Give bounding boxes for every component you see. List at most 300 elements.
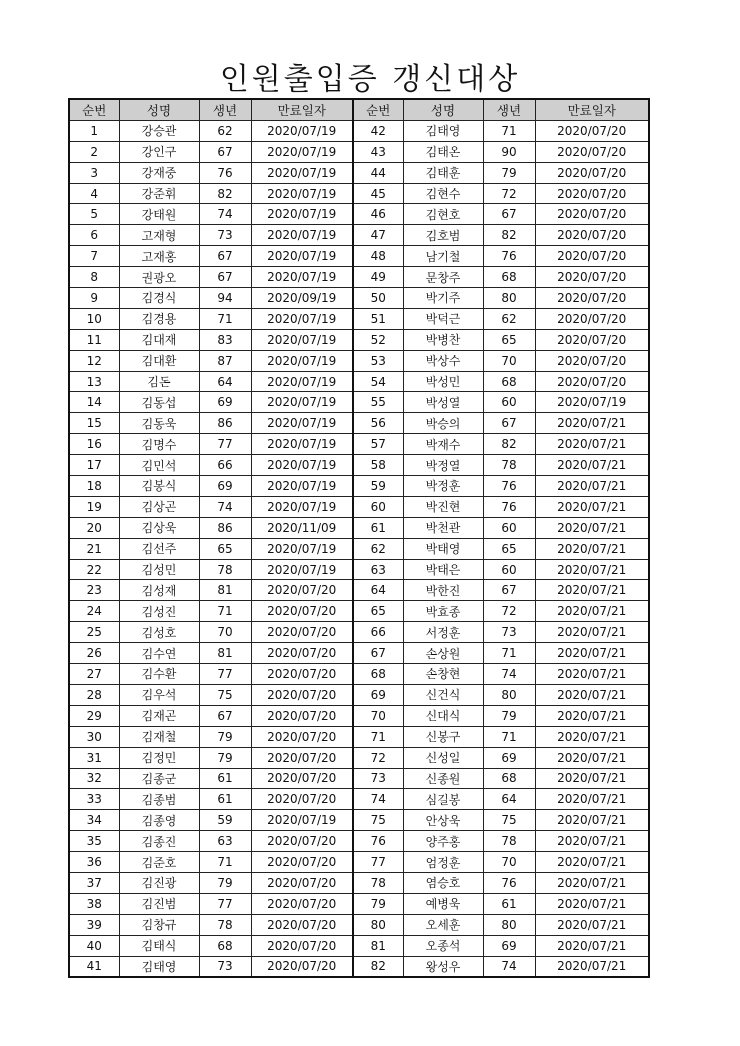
table-row [69,162,649,183]
table-row [69,747,649,768]
expiry-date-cell: 2020/07/19 [251,204,353,225]
expiry-date-cell: 2020/07/19 [251,496,353,517]
expiry-date-cell: 2020/07/21 [535,413,649,434]
table-row [69,914,649,935]
name-cell: 심길봉 [403,789,483,810]
expiry-date-cell: 2020/07/20 [251,789,353,810]
birth-year-cell: 62 [199,120,251,141]
seq-cell: 13 [69,371,119,392]
expiry-date-cell: 2020/07/21 [535,789,649,810]
header-name: 성명 [119,99,199,120]
table-row [69,580,649,601]
table-row [69,246,649,267]
name-cell: 박한진 [403,580,483,601]
name-cell: 오세훈 [403,914,483,935]
expiry-date-cell: 2020/07/20 [251,643,353,664]
seq-cell: 46 [353,204,403,225]
expiry-date-cell: 2020/07/19 [251,559,353,580]
name-cell: 김종범 [119,789,199,810]
table-row [69,371,649,392]
expiry-date-cell: 2020/07/20 [535,225,649,246]
name-cell: 박태영 [403,538,483,559]
seq-cell: 73 [353,768,403,789]
name-cell: 강준휘 [119,183,199,204]
birth-year-cell: 71 [199,601,251,622]
expiry-date-cell: 2020/07/19 [251,455,353,476]
expiry-date-cell: 2020/07/21 [535,956,649,977]
birth-year-cell: 66 [199,455,251,476]
birth-year-cell: 77 [199,664,251,685]
name-cell: 김경용 [119,308,199,329]
expiry-date-cell: 2020/07/21 [535,726,649,747]
table-row [69,684,649,705]
birth-year-cell: 86 [199,413,251,434]
seq-cell: 80 [353,914,403,935]
expiry-date-cell: 2020/07/20 [251,705,353,726]
expiry-date-cell: 2020/07/20 [251,622,353,643]
birth-year-cell: 82 [483,225,535,246]
table-row [69,434,649,455]
birth-year-cell: 71 [483,120,535,141]
expiry-date-cell: 2020/07/20 [251,893,353,914]
expiry-date-cell: 2020/07/20 [535,267,649,288]
birth-year-cell: 73 [483,622,535,643]
header-name: 성명 [403,99,483,120]
name-cell: 고재형 [119,225,199,246]
seq-cell: 38 [69,893,119,914]
table-row [69,559,649,580]
birth-year-cell: 68 [483,768,535,789]
seq-cell: 43 [353,141,403,162]
name-cell: 박승의 [403,413,483,434]
expiry-date-cell: 2020/07/20 [251,747,353,768]
seq-cell: 32 [69,768,119,789]
birth-year-cell: 67 [483,580,535,601]
seq-cell: 72 [353,747,403,768]
name-cell: 김선주 [119,538,199,559]
seq-cell: 70 [353,705,403,726]
expiry-date-cell: 2020/07/21 [535,893,649,914]
expiry-date-cell: 2020/07/21 [535,768,649,789]
birth-year-cell: 79 [483,705,535,726]
name-cell: 김호범 [403,225,483,246]
birth-year-cell: 74 [199,496,251,517]
seq-cell: 53 [353,350,403,371]
table-row [69,831,649,852]
name-cell: 고재홍 [119,246,199,267]
table-row [69,225,649,246]
expiry-date-cell: 2020/07/19 [251,392,353,413]
seq-cell: 7 [69,246,119,267]
renewal-table [68,98,650,978]
birth-year-cell: 76 [483,872,535,893]
seq-cell: 59 [353,476,403,497]
name-cell: 김태식 [119,935,199,956]
birth-year-cell: 69 [199,392,251,413]
seq-cell: 58 [353,455,403,476]
expiry-date-cell: 2020/07/19 [251,371,353,392]
seq-cell: 35 [69,831,119,852]
expiry-date-cell: 2020/11/09 [251,517,353,538]
name-cell: 김대재 [119,329,199,350]
expiry-date-cell: 2020/07/20 [535,120,649,141]
birth-year-cell: 77 [199,893,251,914]
seq-cell: 71 [353,726,403,747]
table-row [69,601,649,622]
name-cell: 김재철 [119,726,199,747]
birth-year-cell: 94 [199,288,251,309]
name-cell: 남기철 [403,246,483,267]
birth-year-cell: 73 [199,225,251,246]
expiry-date-cell: 2020/07/19 [251,225,353,246]
name-cell: 문창주 [403,267,483,288]
page-title: 인원출입증 갱신대상 [219,62,521,97]
name-cell: 김상곤 [119,496,199,517]
seq-cell: 49 [353,267,403,288]
seq-cell: 68 [353,664,403,685]
name-cell: 김정민 [119,747,199,768]
name-cell: 안상욱 [403,810,483,831]
name-cell: 박병찬 [403,329,483,350]
expiry-date-cell: 2020/07/21 [535,747,649,768]
birth-year-cell: 60 [483,517,535,538]
name-cell: 김태온 [403,141,483,162]
table-row [69,329,649,350]
birth-year-cell: 61 [483,893,535,914]
seq-cell: 81 [353,935,403,956]
name-cell: 예병욱 [403,893,483,914]
expiry-date-cell: 2020/07/19 [251,308,353,329]
birth-year-cell: 81 [199,643,251,664]
birth-year-cell: 64 [483,789,535,810]
expiry-date-cell: 2020/07/20 [535,308,649,329]
expiry-date-cell: 2020/07/20 [535,183,649,204]
seq-cell: 37 [69,872,119,893]
seq-cell: 56 [353,413,403,434]
seq-cell: 8 [69,267,119,288]
expiry-date-cell: 2020/07/21 [535,476,649,497]
seq-cell: 18 [69,476,119,497]
expiry-date-cell: 2020/07/20 [251,726,353,747]
expiry-date-cell: 2020/07/20 [251,664,353,685]
birth-year-cell: 77 [199,434,251,455]
expiry-date-cell: 2020/07/19 [251,162,353,183]
table-row [69,872,649,893]
expiry-date-cell: 2020/07/21 [535,684,649,705]
birth-year-cell: 75 [199,684,251,705]
birth-year-cell: 80 [483,684,535,705]
seq-cell: 34 [69,810,119,831]
table-row [69,768,649,789]
name-cell: 신종원 [403,768,483,789]
seq-cell: 75 [353,810,403,831]
seq-cell: 16 [69,434,119,455]
birth-year-cell: 67 [199,246,251,267]
seq-cell: 39 [69,914,119,935]
expiry-date-cell: 2020/07/19 [251,538,353,559]
birth-year-cell: 74 [483,664,535,685]
birth-year-cell: 72 [483,601,535,622]
name-cell: 신건식 [403,684,483,705]
name-cell: 김우석 [119,684,199,705]
seq-cell: 24 [69,601,119,622]
expiry-date-cell: 2020/07/19 [251,329,353,350]
header-expiry-date: 만료일자 [535,99,649,120]
table-row [69,476,649,497]
name-cell: 손창현 [403,664,483,685]
birth-year-cell: 78 [483,831,535,852]
expiry-date-cell: 2020/07/21 [535,810,649,831]
name-cell: 김성진 [119,601,199,622]
seq-cell: 57 [353,434,403,455]
name-cell: 김종군 [119,768,199,789]
seq-cell: 27 [69,664,119,685]
table-row [69,267,649,288]
name-cell: 염승호 [403,872,483,893]
expiry-date-cell: 2020/07/19 [251,267,353,288]
table-row [69,392,649,413]
name-cell: 엄정훈 [403,852,483,873]
birth-year-cell: 79 [199,726,251,747]
name-cell: 박천관 [403,517,483,538]
seq-cell: 82 [353,956,403,977]
expiry-date-cell: 2020/07/21 [535,580,649,601]
name-cell: 박기주 [403,288,483,309]
seq-cell: 36 [69,852,119,873]
name-cell: 박태은 [403,559,483,580]
name-cell: 김태영 [119,956,199,977]
expiry-date-cell: 2020/07/21 [535,831,649,852]
table-row [69,141,649,162]
birth-year-cell: 67 [199,267,251,288]
name-cell: 김동욱 [119,413,199,434]
expiry-date-cell: 2020/07/21 [535,434,649,455]
name-cell: 김성민 [119,559,199,580]
name-cell: 김수환 [119,664,199,685]
name-cell: 김현수 [403,183,483,204]
birth-year-cell: 71 [199,852,251,873]
name-cell: 김동섭 [119,392,199,413]
name-cell: 왕성우 [403,956,483,977]
birth-year-cell: 83 [199,329,251,350]
table-body [69,120,649,977]
expiry-date-cell: 2020/07/21 [535,496,649,517]
expiry-date-cell: 2020/07/21 [535,455,649,476]
name-cell: 김봉식 [119,476,199,497]
birth-year-cell: 75 [483,810,535,831]
expiry-date-cell: 2020/07/20 [251,872,353,893]
table-row [69,935,649,956]
name-cell: 김대환 [119,350,199,371]
header-expiry-date: 만료일자 [251,99,353,120]
seq-cell: 74 [353,789,403,810]
name-cell: 김현호 [403,204,483,225]
seq-cell: 33 [69,789,119,810]
birth-year-cell: 90 [483,141,535,162]
birth-year-cell: 73 [199,956,251,977]
birth-year-cell: 65 [483,329,535,350]
birth-year-cell: 71 [199,308,251,329]
birth-year-cell: 78 [199,559,251,580]
name-cell: 박성민 [403,371,483,392]
table-row [69,350,649,371]
birth-year-cell: 87 [199,350,251,371]
expiry-date-cell: 2020/07/19 [251,476,353,497]
seq-cell: 19 [69,496,119,517]
expiry-date-cell: 2020/07/21 [535,517,649,538]
expiry-date-cell: 2020/07/21 [535,664,649,685]
name-cell: 서정훈 [403,622,483,643]
expiry-date-cell: 2020/07/20 [251,956,353,977]
name-cell: 김경식 [119,288,199,309]
birth-year-cell: 62 [483,308,535,329]
expiry-date-cell: 2020/07/20 [535,329,649,350]
name-cell: 김진광 [119,872,199,893]
seq-cell: 44 [353,162,403,183]
table-row [69,664,649,685]
name-cell: 김준호 [119,852,199,873]
expiry-date-cell: 2020/07/20 [535,371,649,392]
name-cell: 박효종 [403,601,483,622]
expiry-date-cell: 2020/07/20 [251,852,353,873]
seq-cell: 21 [69,538,119,559]
birth-year-cell: 69 [483,747,535,768]
seq-cell: 60 [353,496,403,517]
birth-year-cell: 69 [199,476,251,497]
expiry-date-cell: 2020/07/20 [535,204,649,225]
expiry-date-cell: 2020/07/20 [535,141,649,162]
expiry-date-cell: 2020/07/21 [535,643,649,664]
name-cell: 박진현 [403,496,483,517]
table-row [69,893,649,914]
seq-cell: 66 [353,622,403,643]
birth-year-cell: 67 [199,141,251,162]
birth-year-cell: 76 [483,246,535,267]
expiry-date-cell: 2020/07/20 [535,246,649,267]
seq-cell: 61 [353,517,403,538]
table-row [69,810,649,831]
table-row [69,204,649,225]
seq-cell: 29 [69,705,119,726]
seq-cell: 78 [353,872,403,893]
birth-year-cell: 76 [483,476,535,497]
birth-year-cell: 78 [483,455,535,476]
birth-year-cell: 71 [483,643,535,664]
birth-year-cell: 86 [199,517,251,538]
expiry-date-cell: 2020/07/21 [535,705,649,726]
table-row [69,120,649,141]
expiry-date-cell: 2020/07/20 [251,914,353,935]
birth-year-cell: 74 [483,956,535,977]
name-cell: 강인구 [119,141,199,162]
seq-cell: 41 [69,956,119,977]
birth-year-cell: 78 [199,914,251,935]
birth-year-cell: 65 [199,538,251,559]
name-cell: 박정훈 [403,476,483,497]
seq-cell: 63 [353,559,403,580]
birth-year-cell: 79 [199,872,251,893]
expiry-date-cell: 2020/07/19 [535,392,649,413]
table-header-row [69,99,649,120]
seq-cell: 25 [69,622,119,643]
birth-year-cell: 65 [483,538,535,559]
table-row [69,496,649,517]
expiry-date-cell: 2020/07/20 [251,684,353,705]
seq-cell: 47 [353,225,403,246]
birth-year-cell: 71 [483,726,535,747]
seq-cell: 42 [353,120,403,141]
birth-year-cell: 74 [199,204,251,225]
seq-cell: 50 [353,288,403,309]
birth-year-cell: 59 [199,810,251,831]
seq-cell: 67 [353,643,403,664]
name-cell: 김태훈 [403,162,483,183]
expiry-date-cell: 2020/07/19 [251,183,353,204]
name-cell: 박재수 [403,434,483,455]
name-cell: 김상욱 [119,517,199,538]
name-cell: 강재중 [119,162,199,183]
seq-cell: 3 [69,162,119,183]
header-birth-year: 생년 [483,99,535,120]
birth-year-cell: 70 [483,852,535,873]
name-cell: 신대식 [403,705,483,726]
name-cell: 김수연 [119,643,199,664]
expiry-date-cell: 2020/07/21 [535,601,649,622]
seq-cell: 4 [69,183,119,204]
birth-year-cell: 68 [199,935,251,956]
expiry-date-cell: 2020/07/19 [251,246,353,267]
seq-cell: 45 [353,183,403,204]
seq-cell: 2 [69,141,119,162]
seq-cell: 64 [353,580,403,601]
expiry-date-cell: 2020/07/19 [251,434,353,455]
birth-year-cell: 67 [199,705,251,726]
expiry-date-cell: 2020/07/21 [535,935,649,956]
name-cell: 김태영 [403,120,483,141]
seq-cell: 48 [353,246,403,267]
seq-cell: 55 [353,392,403,413]
table-row [69,643,649,664]
name-cell: 박상수 [403,350,483,371]
name-cell: 신성일 [403,747,483,768]
birth-year-cell: 72 [483,183,535,204]
birth-year-cell: 79 [483,162,535,183]
table-row [69,308,649,329]
expiry-date-cell: 2020/07/19 [251,141,353,162]
header-birth-year: 생년 [199,99,251,120]
seq-cell: 6 [69,225,119,246]
table-row [69,517,649,538]
table-row [69,852,649,873]
expiry-date-cell: 2020/07/21 [535,852,649,873]
seq-cell: 11 [69,329,119,350]
expiry-date-cell: 2020/07/21 [535,914,649,935]
name-cell: 양주홍 [403,831,483,852]
expiry-date-cell: 2020/07/20 [251,580,353,601]
seq-cell: 1 [69,120,119,141]
name-cell: 김명수 [119,434,199,455]
header-seq: 순번 [353,99,403,120]
expiry-date-cell: 2020/09/19 [251,288,353,309]
birth-year-cell: 80 [483,288,535,309]
birth-year-cell: 68 [483,267,535,288]
name-cell: 권광오 [119,267,199,288]
birth-year-cell: 60 [483,559,535,580]
seq-cell: 54 [353,371,403,392]
seq-cell: 69 [353,684,403,705]
expiry-date-cell: 2020/07/19 [251,350,353,371]
name-cell: 김재곤 [119,705,199,726]
